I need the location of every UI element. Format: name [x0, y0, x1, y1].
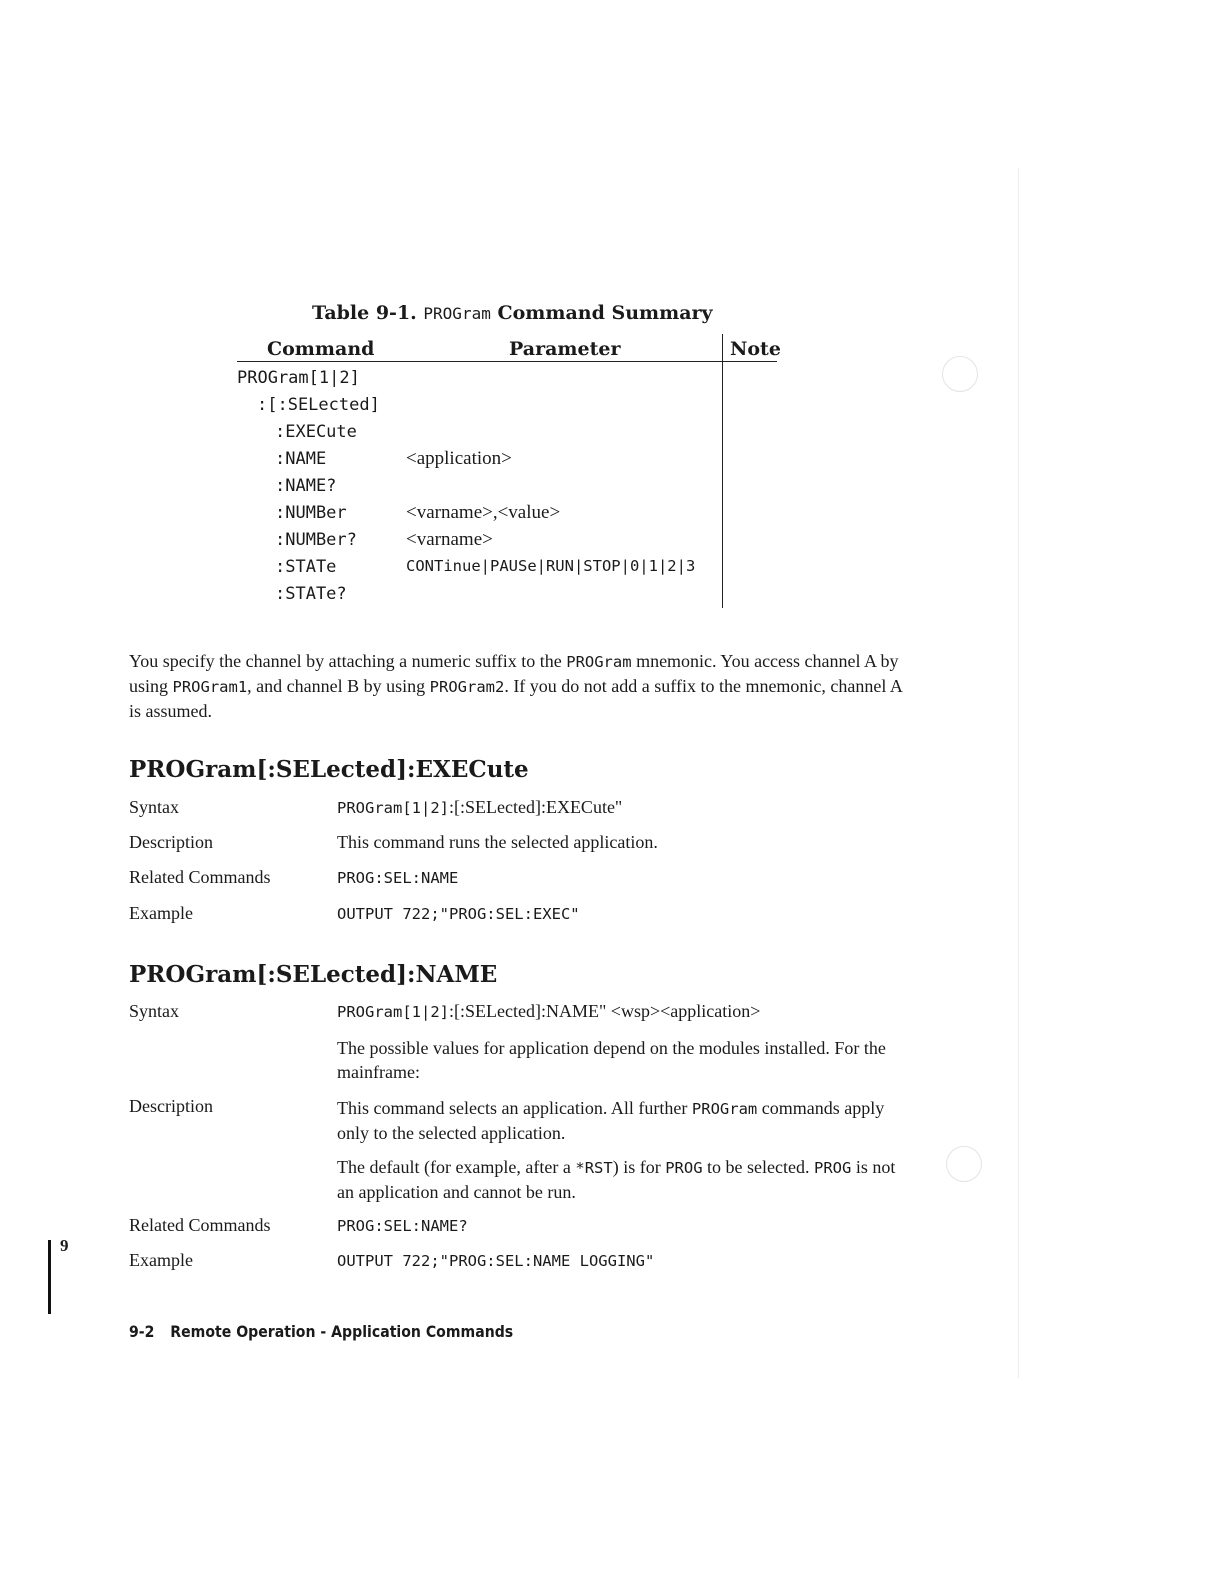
table-header-rule: [237, 361, 777, 362]
section-heading-name: PROGram[:SELected]:NAME: [129, 961, 498, 988]
syntax-value: PROGram[1|2]:[:SELected]:NAME" <wsp><application>: [337, 1001, 761, 1021]
caption-mnemonic: PROGram: [423, 304, 491, 323]
caption-prefix: Table 9-1.: [312, 302, 417, 324]
table-cell-command: :EXECute: [275, 422, 357, 442]
table-cell-command: :STATe?: [275, 584, 347, 604]
syntax-label: Syntax: [129, 1001, 180, 1021]
caption-suffix: Command Summary: [497, 302, 713, 324]
footer-title: Remote Operation - Application Commands: [170, 1322, 514, 1341]
table-cell-command: :NAME?: [275, 476, 337, 496]
description-value: This command selects an application. All further PROGram commands apply only to the selected application.: [337, 1098, 885, 1143]
description-label: Description: [129, 832, 213, 852]
table-cell-command: :NUMBer: [275, 503, 347, 523]
related-commands-label: Related Commands: [129, 867, 271, 887]
related-commands-value: PROG:SEL:NAME?: [337, 1217, 468, 1235]
table-cell-command: :NAME: [275, 449, 327, 469]
table-cell-parameter: <application>: [406, 448, 512, 469]
binder-hole: [946, 1146, 982, 1182]
description-label: Description: [129, 1096, 213, 1116]
table-cell-parameter: CONTinue|PAUSe|RUN|STOP|0|1|2|3: [406, 557, 696, 575]
example-label: Example: [129, 1250, 193, 1270]
page-number: 9-2: [129, 1322, 155, 1341]
table-cell-parameter: <varname>: [406, 529, 493, 550]
table-cell-command: :[:SELected]: [257, 395, 380, 415]
intro-paragraph: You specify the channel by attaching a numeric suffix to the PROGram mnemonic. You access channel A by using PROGram1, and channel B by using PROGram2. If you do not add a suffix to the mnemonic, channel A is assumed.: [129, 651, 902, 721]
related-commands-label: Related Commands: [129, 1215, 271, 1235]
description-value: This command runs the selected application.: [337, 832, 658, 852]
table-cell-command: :STATe: [275, 557, 337, 577]
syntax-label: Syntax: [129, 797, 180, 817]
column-header-note: Note: [730, 338, 781, 360]
chapter-tab-bar: [48, 1240, 51, 1314]
example-value: OUTPUT 722;"PROG:SEL:NAME LOGGING": [337, 1252, 655, 1270]
column-header-command: Command: [267, 338, 375, 360]
example-label: Example: [129, 903, 193, 923]
section-heading-execute: PROGram[:SELected]:EXECute: [129, 756, 529, 783]
binder-hole: [942, 356, 978, 392]
possible-values-text: The possible values for application depend on the modules installed. For the mainframe:: [337, 1038, 886, 1082]
page-footer: [129, 1322, 513, 1341]
chapter-number: 9: [60, 1236, 69, 1255]
note-column-divider: [722, 334, 723, 608]
example-value: OUTPUT 722;"PROG:SEL:EXEC": [337, 905, 580, 923]
table-cell-command: :NUMBer?: [275, 530, 357, 550]
default-value-text: The default (for example, after a *RST) is for PROG to be selected. PROG is not an application and cannot be run.: [337, 1157, 896, 1202]
column-header-parameter: Parameter: [509, 338, 621, 360]
table-cell-command: PROGram[1|2]: [237, 368, 360, 388]
related-commands-value: PROG:SEL:NAME: [337, 869, 459, 887]
table-caption: [312, 302, 713, 324]
table-cell-parameter: <varname>,<value>: [406, 502, 561, 523]
syntax-value: PROGram[1|2]:[:SELected]:EXECute": [337, 797, 623, 817]
page-edge-rule: [1018, 168, 1019, 1378]
